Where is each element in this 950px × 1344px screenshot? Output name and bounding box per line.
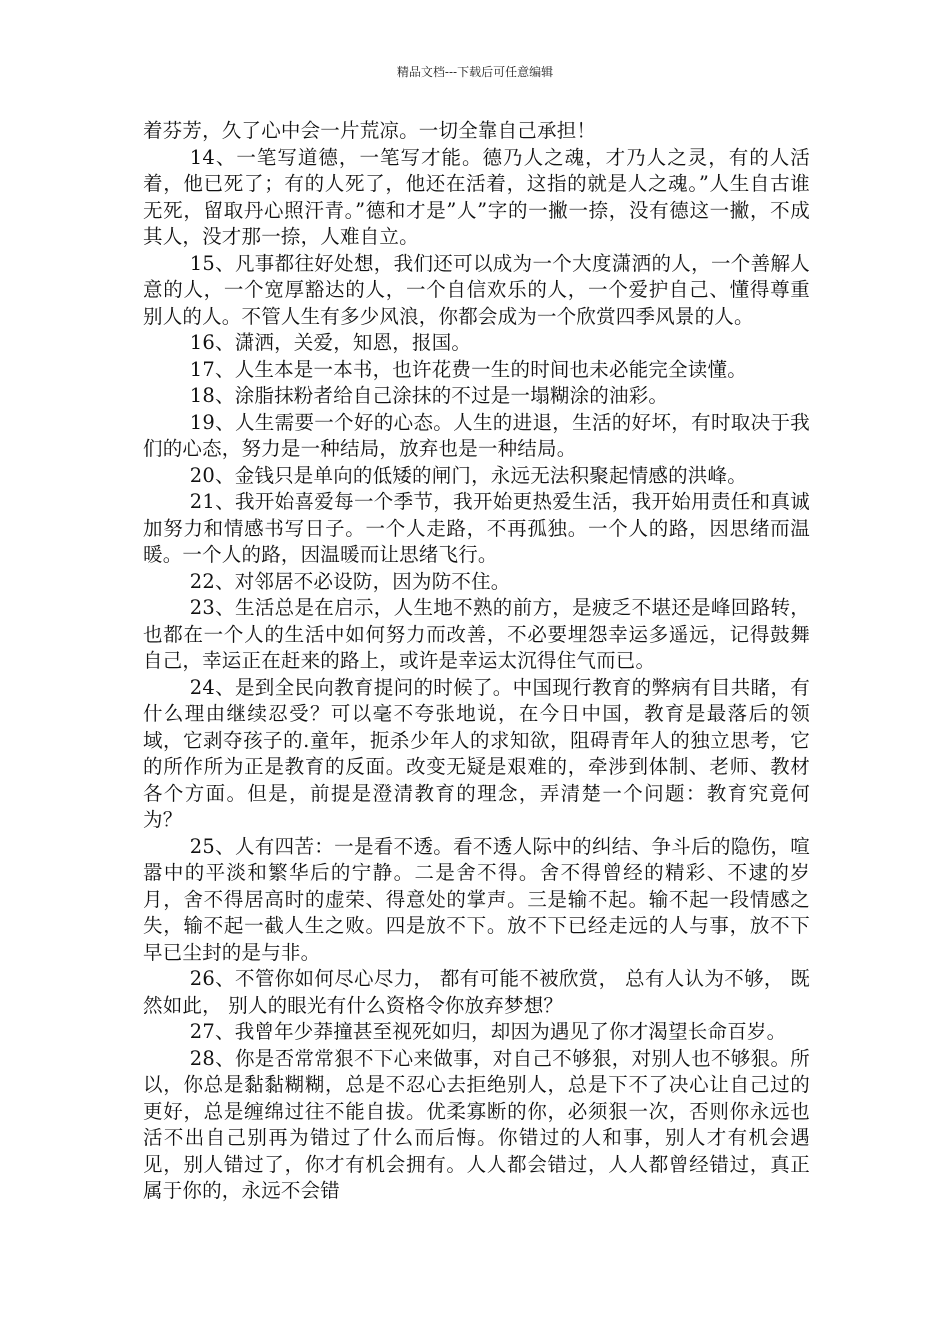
paragraph: 23、生活总是在启示，人生地不熟的前方，是疲乏不堪还是峰回路转，也都在一个人的生活中如何努力而改善，不必要埋怨幸运多遥远，记得鼓舞自己，幸运正在赶来的路上，或许是幸运太沉得住气而已。 [143,596,810,672]
paragraph: 15、凡事都往好处想，我们还可以成为一个大度潇洒的人，一个善解人意的人，一个宽厚豁达的人，一个自信欢乐的人，一个爱护自己、懂得尊重别人的人。不管人生有多少风浪，你都会成为一个欣赏四季风景的人。 [143,251,810,328]
paragraph: 20、金钱只是单向的低矮的闸门，永远无法积聚起情感的洪峰。 [189,463,747,487]
paragraph: 26、不管你如何尽心尽力， 都有可能不被欣赏， 总有人认为不够， 既然如此， 别人的眼光有什么资格令你放弃梦想？ [143,967,810,1017]
paragraph: 着芬芳，久了心中会一片荒凉。一切全靠自己承担！ [143,119,597,142]
page-header: 精品文档---下载后可任意编辑 [396,65,554,79]
document-body [143,118,810,1205]
paragraph: 16、潇洒，关爱，知恩，报国。 [189,331,472,354]
paragraph: 25、人有四苦：一是看不透。看不透人际中的纠结、争斗后的隐伤，喧嚣中的平淡和繁华后的宁静。二是舍不得。舍不得曾经的精彩、不逮的岁月，舍不得居高时的虚荣、得意处的掌声。三是输不起。输不起一段情感之失，输不起一截人生之败。四是放不下。放不下已经走远的人与事，放不下早已尘封的是与非。 [143,834,810,964]
paragraph: 28、你是否常常狠不下心来做事，对自己不够狠，对别人也不够狠。所以，你总是黏黏糊糊，总是不忍心去拒绝别人，总是下不了决心让自己过的更好，总是缠绵过往不能自拔。优柔寡断的你，必须狠一次，否则你永远也活不出自己别再为错过了什么而后悔。你错过的人和事，别人才有机会遇见，别人错过了，你才有机会拥有。人人都会错过，人人都曾经错过，真正属于你的，永远不会错 [143,1046,810,1202]
paragraph: 17、人生本是一本书，也许花费一生的时间也未必能完全读懂。 [189,357,747,381]
paragraph: 24、是到全民向教育提问的时候了。中国现行教育的弊病有目共睹，有什么理由继续忍受？可以毫不夸张地说，在今日中国，教育是最落后的领域，它剥夺孩子的.童年，扼杀少年人的求知欲，阻碍青年人的独立思考，它的所作所为正是教育的反面。改变无疑是艰难的，牵涉到体制、老师、教材各个方面。但是，前提是澄清教育的理念，弄清楚一个问题：教育究竟何为？ [143,675,810,831]
paragraph: 18、涂脂抹粉者给自己涂抹的不过是一塌糊涂的油彩。 [189,384,669,407]
paragraph: 21、我开始喜爱每一个季节，我开始更热爱生活，我开始用责任和真诚加努力和情感书写日子。一个人走路，不再孤独。一个人的路，因思绪而温暖。一个人的路，因温暖而让思绪飞行。 [143,490,810,566]
paragraph: 27、我曾年少莽撞甚至视死如归，却因为遇见了你才渴望长命百岁。 [189,1020,787,1043]
paragraph: 22、对邻居不必设防，因为防不住。 [189,569,511,593]
paragraph: 14、一笔写道德，一笔写才能。德乃人之魂，才乃人之灵，有的人活着，他已死了；有的人死了，他还在活着，这指的就是人之魂。”人生自古谁无死，留取丹心照汗青。”德和才是”人”字的一撇一捺，没有德这一撇，不成其人，没才那一捺，人难自立。 [143,145,810,248]
paragraph: 19、人生需要一个好的心态。人生的进退，生活的好坏，有时取决于我们的心态，努力是一种结局，放弃也是一种结局。 [143,410,810,460]
